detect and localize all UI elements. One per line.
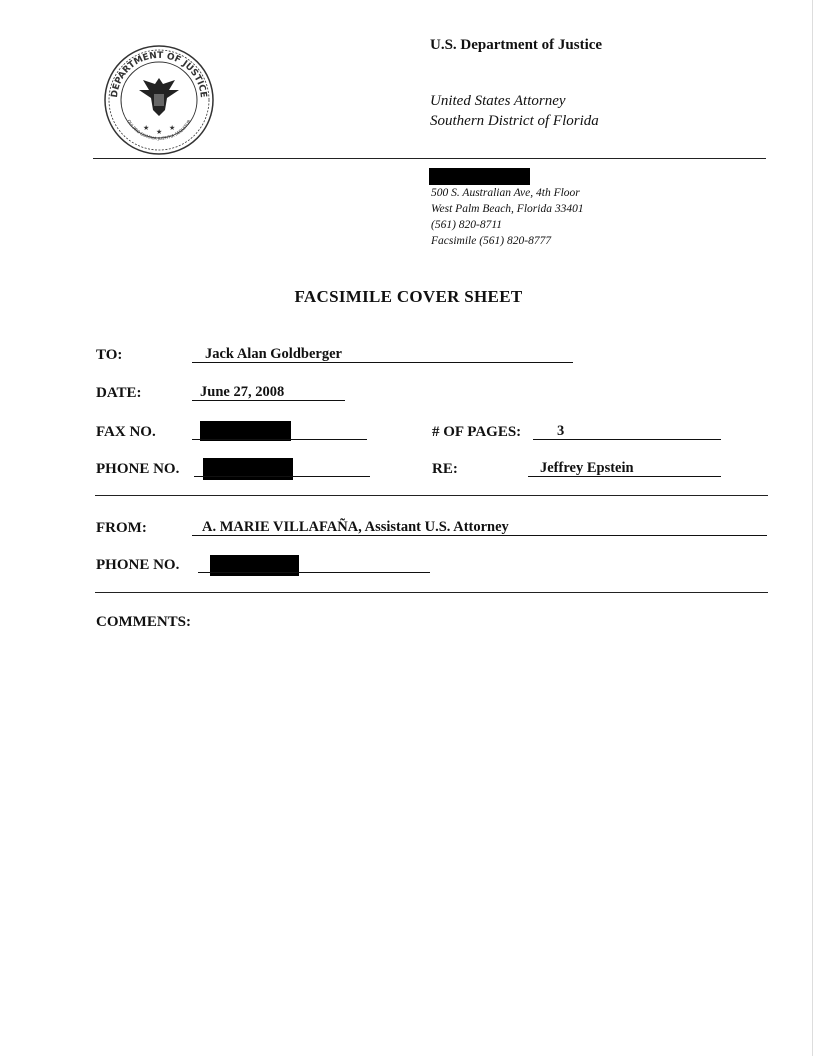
from-label: FROM: [96, 520, 147, 536]
redaction-bar [429, 168, 530, 185]
comments-label: COMMENTS: [96, 614, 191, 630]
doj-seal [103, 44, 215, 156]
address-fax-line: Facsimile (561) 820-8777 [431, 235, 552, 247]
pages-underline [533, 439, 721, 440]
section-divider [95, 592, 768, 593]
address-line-2: West Palm Beach, Florida 33401 [431, 203, 584, 215]
phone-label: PHONE NO. [96, 461, 180, 477]
address-line-3: (561) 820-8711 [431, 219, 503, 231]
svg-text:DEPARTMENT OF JUSTICE: DEPARTMENT OF JUSTICE [109, 50, 209, 99]
re-label: RE: [432, 461, 458, 477]
page-title: FACSIMILE COVER SHEET [294, 287, 523, 306]
svg-text:★: ★ [169, 124, 176, 132]
from-phone-underline [198, 572, 430, 573]
department-name: U.S. Department of Justice [430, 37, 603, 53]
to-value: Jack Alan Goldberger [205, 346, 342, 362]
svg-text:QUI PRO DOMINA JUSTITIA SEQUIT: QUI PRO DOMINA JUSTITIA SEQUITUR [126, 118, 192, 142]
to-underline [192, 362, 573, 363]
header-divider [93, 158, 766, 159]
fax-label: FAX NO. [96, 424, 156, 440]
from-value: A. MARIE VILLAFAÑA, Assistant U.S. Attorney [202, 519, 509, 535]
section-divider [95, 495, 768, 496]
svg-text:★: ★ [156, 128, 163, 136]
pages-label: # OF PAGES: [432, 424, 522, 440]
date-underline [192, 400, 345, 401]
re-value: Jeffrey Epstein [540, 460, 634, 476]
re-underline [528, 476, 721, 477]
redaction-bar [200, 421, 291, 441]
office-line-2: Southern District of Florida [430, 113, 599, 129]
from-phone-label: PHONE NO. [96, 557, 180, 573]
scan-edge [812, 0, 813, 1056]
phone-underline [194, 476, 370, 477]
to-label: TO: [96, 347, 123, 363]
date-value: June 27, 2008 [200, 384, 285, 400]
date-label: DATE: [96, 385, 142, 401]
address-line-1: 500 S. Australian Ave, 4th Floor [431, 187, 580, 199]
svg-text:★: ★ [143, 124, 150, 132]
office-line-1: United States Attorney [430, 93, 566, 109]
pages-value: 3 [557, 423, 565, 439]
from-underline [192, 535, 767, 536]
fax-underline [192, 439, 367, 440]
